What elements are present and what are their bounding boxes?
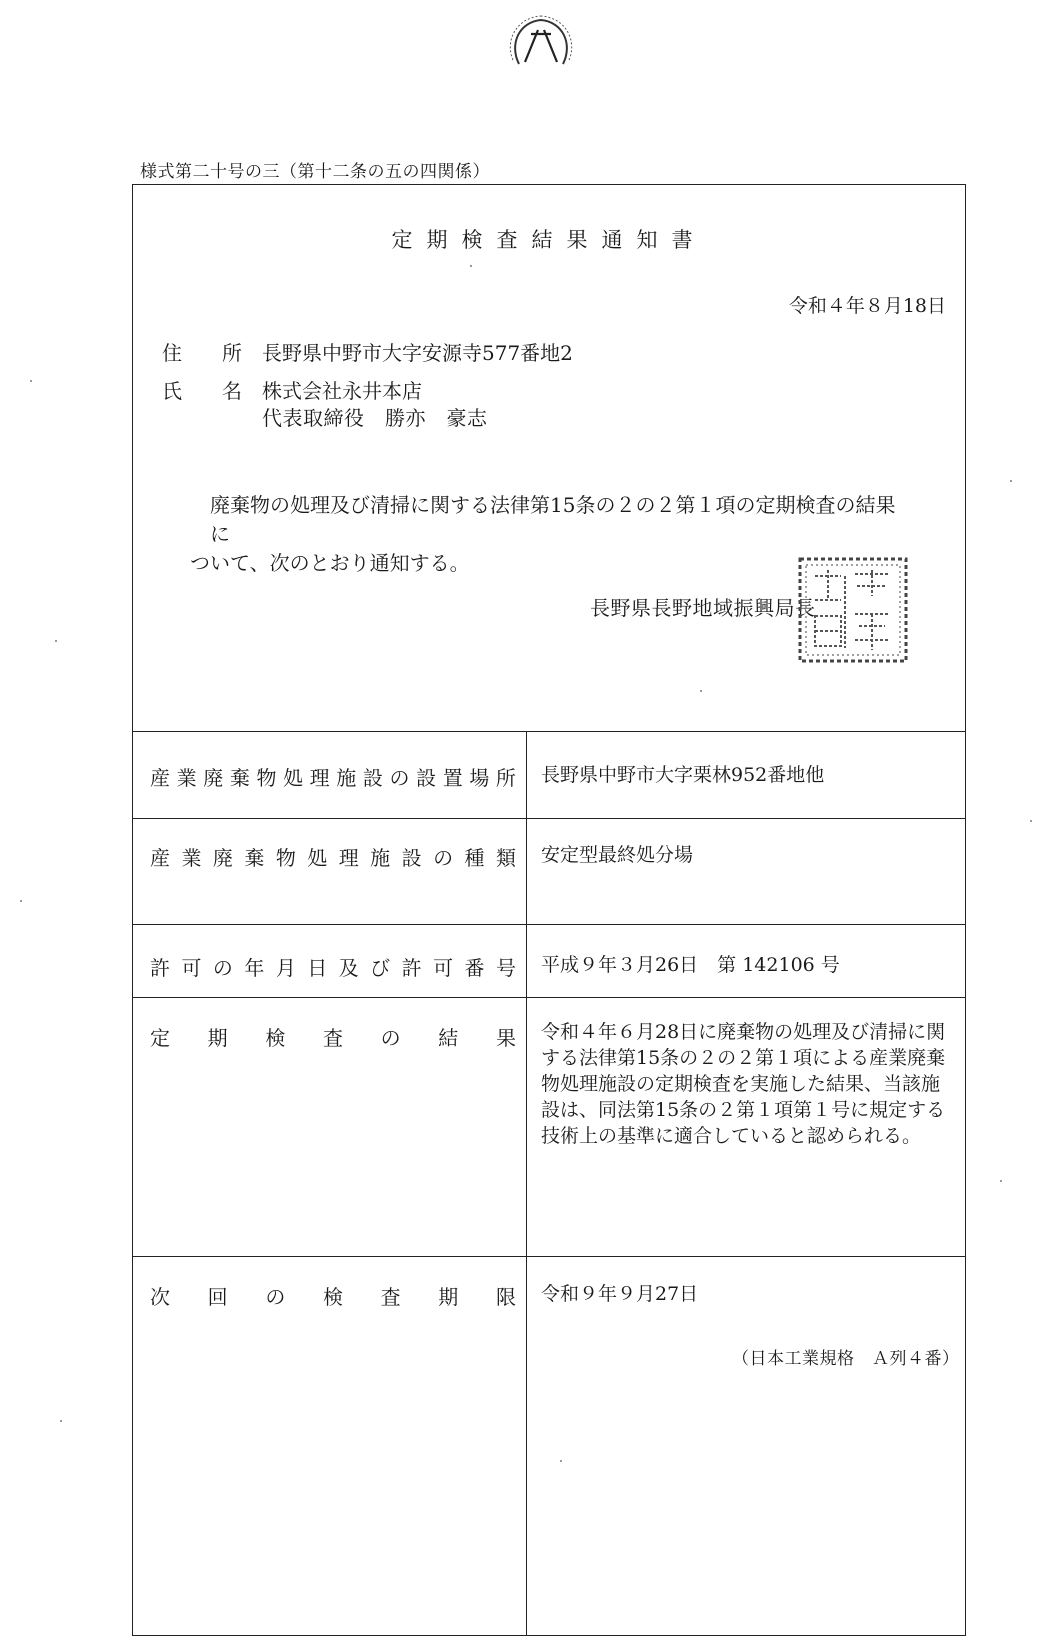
notice-body-line-2: ついて、次のとおり通知する。: [190, 551, 470, 575]
row-label-char: 日: [307, 956, 328, 980]
row-label-char: 施: [336, 766, 357, 790]
row-label-char: 設: [416, 766, 437, 790]
document-frame: [132, 184, 966, 1636]
row-label-char: 種: [464, 846, 485, 870]
row-label-char: び: [370, 956, 391, 980]
name-label-char-2: 名: [222, 379, 242, 403]
row-label-char: 検: [322, 1285, 343, 1309]
row-label-char: 定: [150, 1026, 170, 1050]
row-label-char: 物: [275, 846, 296, 870]
row-label-facility-type: [150, 842, 516, 871]
row-label-char: 結: [438, 1026, 459, 1050]
official-seal-icon: [797, 556, 909, 664]
scan-speck: [470, 265, 472, 267]
table-rule: [132, 1256, 966, 1257]
row-label-char: 処: [307, 846, 328, 870]
issue-date: 令和４年８月18日: [788, 295, 946, 317]
inspection-result-line: する法律第15条の２の２第１項による産業廃棄: [541, 1047, 946, 1069]
document-title: 定期検査結果通知書: [391, 228, 707, 252]
reception-mark-icon: [505, 14, 577, 72]
table-rule: [132, 731, 966, 732]
row-label-char: の: [265, 1285, 286, 1309]
table-rule: [132, 924, 966, 925]
row-label-char: 許: [150, 956, 170, 980]
row-label-char: 廃: [212, 846, 233, 870]
row-label-char: 月: [275, 956, 296, 980]
row-label-char: 設: [401, 846, 422, 870]
address-label-char-2: 所: [222, 341, 242, 365]
recipient-representative: 代表取締役 勝亦 豪志: [262, 406, 488, 430]
row-label-char: 期: [438, 1285, 459, 1309]
table-rule: [132, 997, 966, 998]
inspection-result-value: [541, 1019, 951, 1149]
row-label-char: 可: [433, 956, 454, 980]
address-label-char-1: 住: [162, 341, 182, 365]
next-inspection-deadline-value: 令和９年９月27日: [541, 1283, 699, 1305]
row-label-char: 理: [309, 766, 330, 790]
row-label-char: 回: [207, 1285, 228, 1309]
facility-location-value: 長野県中野市大字栗林952番地他: [541, 764, 825, 786]
scan-speck: [60, 1420, 62, 1422]
row-label-char: 施: [370, 846, 391, 870]
inspection-result-line: 物処理施設の定期検査を実施した結果、当該施: [541, 1073, 941, 1095]
inspection-result-line: 技術上の基準に適合していると認められる。: [541, 1125, 922, 1147]
row-label-char: 所: [495, 766, 516, 790]
recipient-company: 株式会社永井本店: [262, 379, 422, 403]
row-label-char: 号: [495, 956, 516, 980]
row-label-char: 産: [150, 846, 170, 870]
scan-speck: [20, 900, 22, 902]
row-label-char: 置: [442, 766, 463, 790]
paper-standard-note: （日本工業規格 Ａ列４番）: [732, 1349, 960, 1369]
row-label-permit-date-number: [150, 952, 516, 981]
notice-body-line-1: 廃棄物の処理及び清掃に関する法律第15条の２の２第１項の定期検査の結果に: [210, 493, 896, 546]
scan-speck: [560, 1460, 562, 1462]
row-label-char: 限: [495, 1285, 516, 1309]
permit-date-number-value: 平成９年３月26日 第 142106 号: [541, 954, 840, 976]
row-label-char: 番: [464, 956, 485, 980]
name-label-char-1: 氏: [162, 379, 182, 403]
row-label-char: 果: [495, 1026, 516, 1050]
inspection-result-line: 令和４年６月28日に廃棄物の処理及び清掃に関: [541, 1021, 946, 1043]
scan-speck: [1030, 820, 1032, 822]
row-label-facility-location: [150, 762, 516, 791]
row-label-char: 場: [469, 766, 490, 790]
row-label-char: 理: [338, 846, 359, 870]
issuer-name: 長野県長野地域振興局長: [590, 596, 816, 620]
row-label-char: 査: [322, 1026, 343, 1050]
row-label-char: 期: [207, 1026, 228, 1050]
row-label-char: の: [389, 766, 410, 790]
row-label-char: 査: [380, 1285, 401, 1309]
recipient-address: 長野県中野市大字安源寺577番地2: [262, 341, 573, 365]
row-label-char: 廃: [203, 766, 224, 790]
row-label-char: の: [212, 956, 233, 980]
scan-speck: [1010, 480, 1012, 482]
row-label-char: の: [380, 1026, 401, 1050]
scan-speck: [30, 380, 32, 382]
table-column-rule: [526, 731, 527, 1636]
scan-speck: [1000, 1180, 1002, 1182]
row-label-char: 検: [265, 1026, 286, 1050]
scan-speck: [700, 690, 702, 692]
row-label-char: 業: [176, 766, 197, 790]
table-rule: [132, 818, 966, 819]
scan-speck: [55, 640, 57, 642]
row-label-char: 次: [150, 1285, 170, 1309]
inspection-result-line: 設は、同法第15条の２第１項第１号に規定する: [541, 1099, 946, 1121]
row-label-char: 及: [338, 956, 359, 980]
row-label-char: の: [433, 846, 454, 870]
row-label-char: 類: [495, 846, 516, 870]
row-label-inspection-result: [150, 1022, 516, 1051]
row-label-char: 年: [244, 956, 265, 980]
row-label-char: 棄: [244, 846, 265, 870]
row-label-char: 設: [362, 766, 383, 790]
row-label-char: 許: [401, 956, 422, 980]
row-label-char: 物: [256, 766, 277, 790]
row-label-char: 産: [150, 766, 170, 790]
facility-type-value: 安定型最終処分場: [541, 844, 694, 866]
row-label-char: 可: [181, 956, 202, 980]
row-label-char: 棄: [229, 766, 250, 790]
row-label-char: 業: [181, 846, 202, 870]
form-number: 様式第二十号の三（第十二条の五の四関係）: [140, 162, 490, 182]
row-label-next-inspection-deadline: [150, 1281, 516, 1310]
row-label-char: 処: [283, 766, 304, 790]
